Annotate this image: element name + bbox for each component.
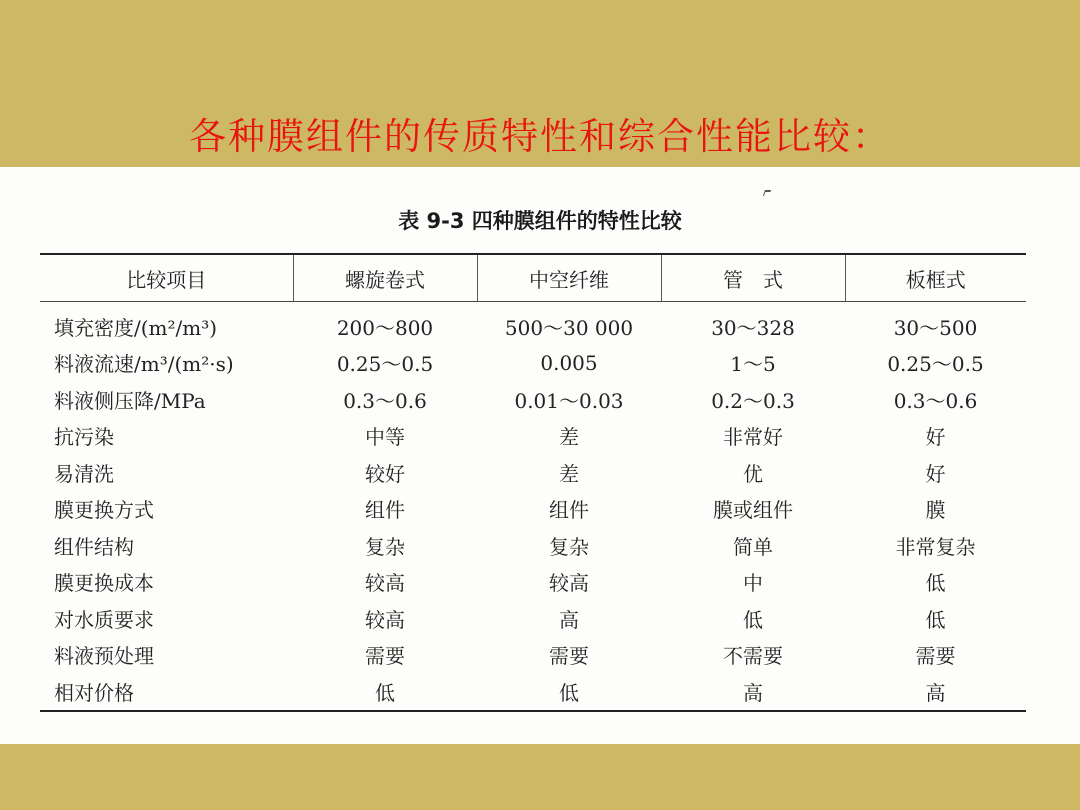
- table-cell: 简单: [733, 534, 773, 559]
- row-label: 膜更换方式: [54, 498, 154, 523]
- table-cell: 200～800: [336, 315, 434, 340]
- table-cell: 1～5: [730, 352, 776, 377]
- column-header: 板框式: [845, 254, 1026, 302]
- slide-title: 各种膜组件的传质特性和综合性能比较：: [189, 115, 891, 158]
- table-cell: 膜或组件: [713, 498, 793, 523]
- row-label: 料液预处理: [54, 644, 154, 669]
- column-header: 螺旋卷式: [293, 254, 477, 302]
- table-cell: 高: [559, 607, 579, 632]
- table-cell: 非常复杂: [895, 534, 976, 559]
- table-cell: 中: [743, 571, 763, 596]
- table-cell: 好: [925, 425, 946, 450]
- row-label: 相对价格: [54, 680, 134, 705]
- table-cell: 较好: [365, 461, 405, 486]
- table-cell: 复杂: [549, 534, 589, 559]
- table-cell: 0.01～0.03: [514, 388, 624, 413]
- scanned-table-page: [0, 167, 1080, 744]
- table-cell: 差: [559, 425, 579, 450]
- column-header: 比较项目: [40, 254, 293, 302]
- table-cell: 低: [925, 607, 946, 632]
- row-label: 料液侧压降/MPa: [54, 388, 206, 413]
- table-cell: 优: [743, 461, 763, 486]
- table-cell: 0.3～0.6: [893, 388, 978, 413]
- table-cell: 非常好: [723, 425, 783, 450]
- table-row: [40, 600, 1026, 637]
- table-cell: 较高: [365, 607, 405, 632]
- row-label: 膜更换成本: [54, 571, 154, 596]
- table-cell: 中等: [365, 425, 405, 450]
- table-cell: 组件: [365, 498, 405, 523]
- table-row: [40, 673, 1026, 711]
- column-header: 中空纤维: [477, 254, 661, 302]
- table-row: [40, 381, 1026, 418]
- table-cell: 低: [743, 607, 763, 632]
- table-row: [40, 491, 1026, 528]
- column-header: 管 式: [661, 254, 845, 302]
- table-cell: 0.3～0.6: [343, 388, 427, 413]
- table-cell: 组件: [549, 498, 589, 523]
- table-cell: 不需要: [723, 644, 783, 669]
- row-label: 填充密度/(m²/m³): [54, 315, 218, 340]
- table-row: [40, 637, 1026, 674]
- table-cell: 膜: [925, 498, 946, 523]
- table-cell: 需要: [549, 644, 589, 669]
- table-cell: 较高: [549, 571, 589, 596]
- table-cell: 复杂: [365, 534, 405, 559]
- table-cell: 0.25～0.5: [336, 352, 434, 377]
- table-body: [40, 302, 1026, 711]
- table-cell: 低: [925, 571, 946, 596]
- row-label: 对水质要求: [54, 607, 154, 632]
- table-caption: 表 9-3 四种膜组件的特性比较: [398, 209, 682, 233]
- table-cell: 较高: [365, 571, 405, 596]
- row-label: 组件结构: [54, 534, 134, 559]
- table-cell: 差: [559, 461, 579, 486]
- row-label: 易清洗: [54, 461, 114, 486]
- table-cell: 高: [925, 680, 946, 705]
- table-cell: 0.005: [540, 350, 598, 375]
- table-header-row: [40, 254, 1026, 302]
- table-cell: 30～500: [893, 315, 978, 340]
- row-label: 料液流速/m³/(m²·s): [54, 352, 234, 377]
- comparison-table: [40, 253, 1026, 712]
- table-cell: 好: [925, 461, 946, 486]
- table-cell: 需要: [915, 644, 956, 669]
- table-row: [40, 454, 1026, 491]
- table-row: [40, 564, 1026, 601]
- table-cell: 30～328: [711, 315, 795, 340]
- table-row: [40, 527, 1026, 564]
- table-cell: 0.2～0.3: [711, 388, 795, 413]
- row-label: 抗污染: [54, 425, 114, 450]
- table-row: [40, 345, 1026, 382]
- table-cell: 500～30 000: [504, 315, 634, 340]
- table-cell: 0.25～0.5: [887, 352, 984, 377]
- table-row: [40, 302, 1026, 345]
- table-cell: 高: [743, 680, 763, 705]
- table-row: [40, 418, 1026, 455]
- scan-mark: [763, 190, 771, 196]
- table-cell: 低: [375, 680, 395, 705]
- table-cell: 需要: [365, 644, 405, 669]
- table-cell: 低: [559, 680, 579, 705]
